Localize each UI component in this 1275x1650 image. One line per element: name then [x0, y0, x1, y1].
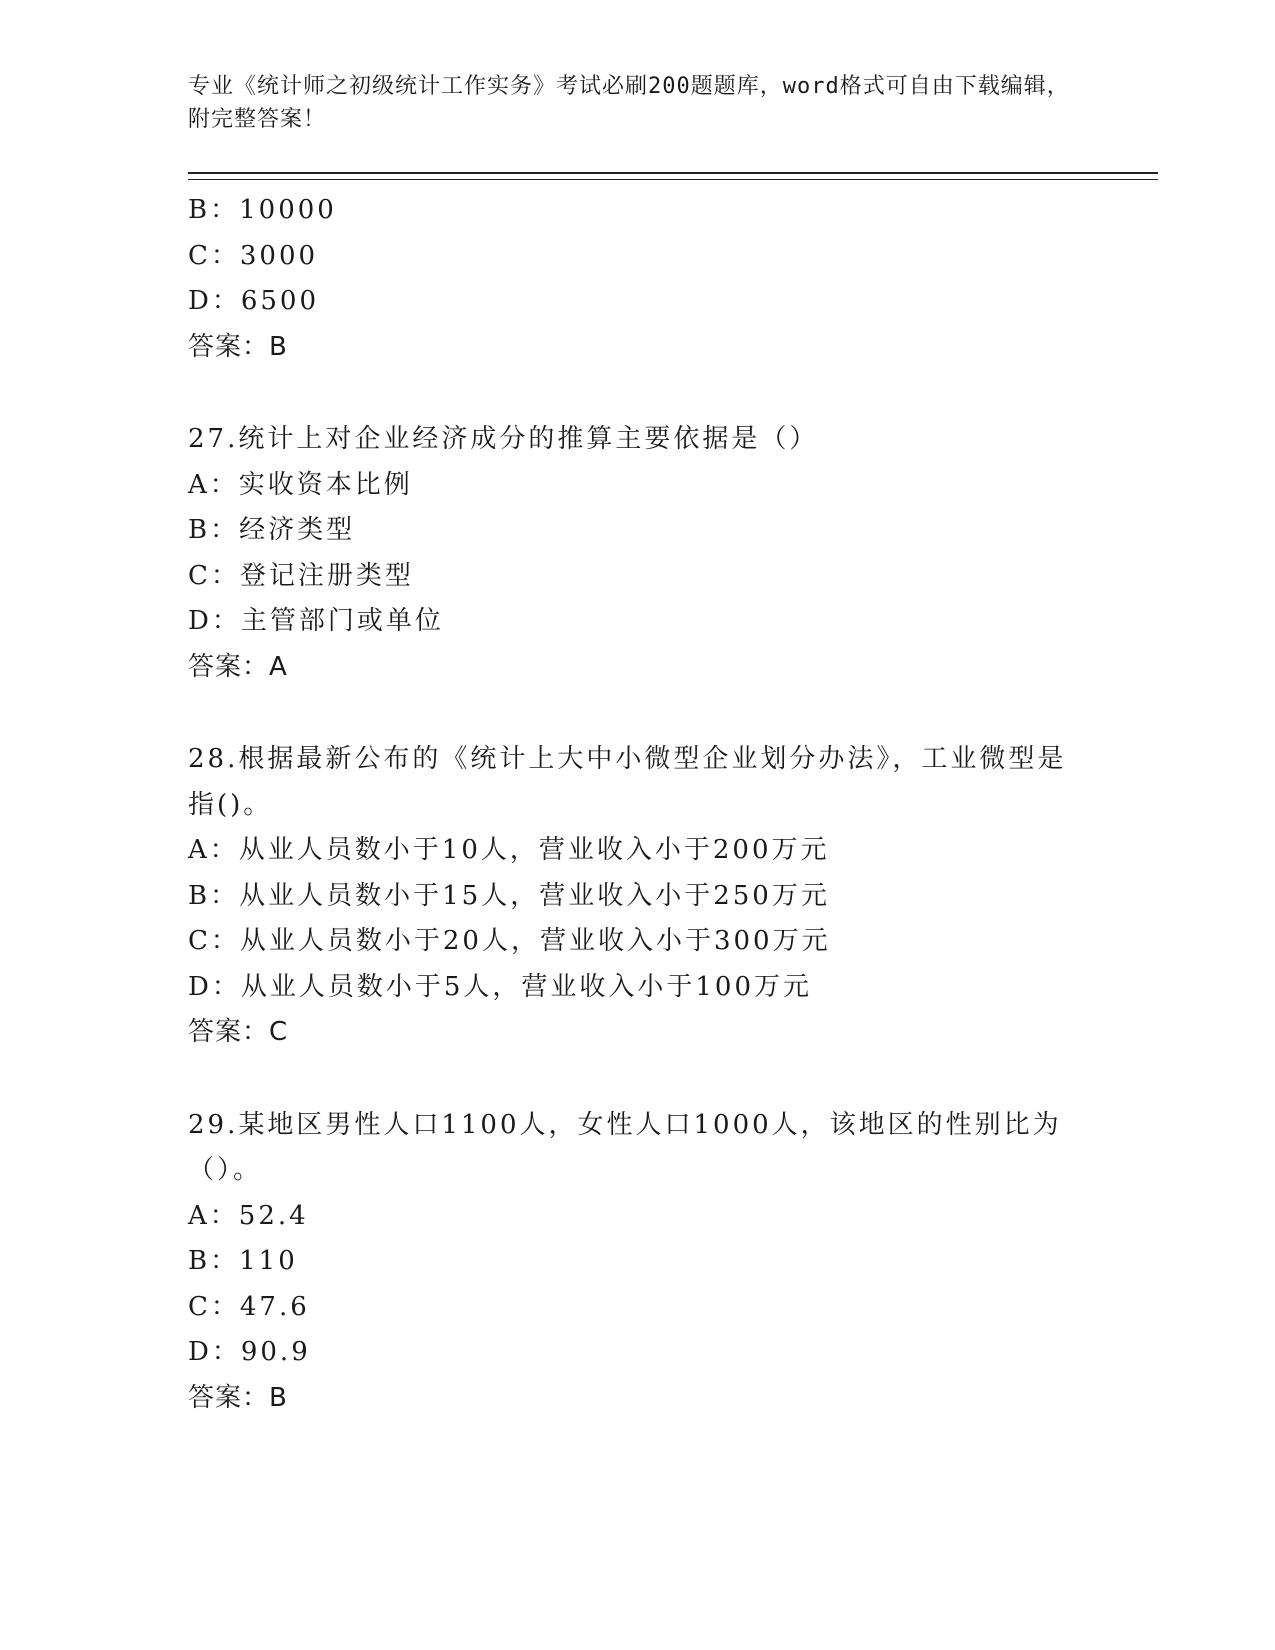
- option-c: C：47.6: [188, 1291, 310, 1322]
- option-c: C：3000: [188, 240, 319, 271]
- option-b: B：110: [188, 1246, 298, 1276]
- answer-line: 答案：B: [188, 1382, 288, 1413]
- question-stem: 28.根据最新公布的《统计上大中小微型企业划分办法》，工业微型是指()。: [188, 744, 1067, 820]
- option-b: B：经济类型: [188, 515, 356, 545]
- question-stem: 27.统计上对企业经济成分的推算主要依据是（）: [188, 424, 819, 454]
- document-page: [188, 70, 1158, 1421]
- answer-line: 答案：A: [188, 651, 288, 682]
- option-c: C：登记注册类型: [188, 560, 414, 591]
- header-divider: [188, 172, 1158, 180]
- question-27: [188, 417, 1158, 690]
- option-b: B：10000: [188, 195, 337, 225]
- option-c: C：从业人员数小于20人，营业收入小于300万元: [188, 926, 831, 956]
- option-b: B：从业人员数小于15人，营业收入小于250万元: [188, 880, 830, 911]
- question-28: [188, 737, 1158, 1056]
- question-stem: 29.某地区男性人口1100人，女性人口1000人，该地区的性别比为（）。: [188, 1109, 1062, 1185]
- option-a: A：实收资本比例: [188, 469, 413, 500]
- answer-line: 答案：C: [188, 1017, 289, 1047]
- option-d: D：6500: [188, 286, 320, 316]
- partial-question: [188, 188, 1158, 370]
- option-d: D：从业人员数小于5人，营业收入小于100万元: [188, 971, 813, 1002]
- option-a: A：52.4: [188, 1200, 309, 1231]
- option-a: A：从业人员数小于10人，营业收入小于200万元: [188, 835, 830, 865]
- answer-line: 答案：B: [188, 331, 288, 362]
- option-d: D：90.9: [188, 1337, 311, 1367]
- question-29: [188, 1103, 1158, 1422]
- document-header: 专业《统计师之初级统计工作实务》考试必刷200题题库，word格式可自由下载编辑，附完整答案！: [188, 74, 1070, 132]
- option-d: D：主管部门或单位: [188, 606, 444, 636]
